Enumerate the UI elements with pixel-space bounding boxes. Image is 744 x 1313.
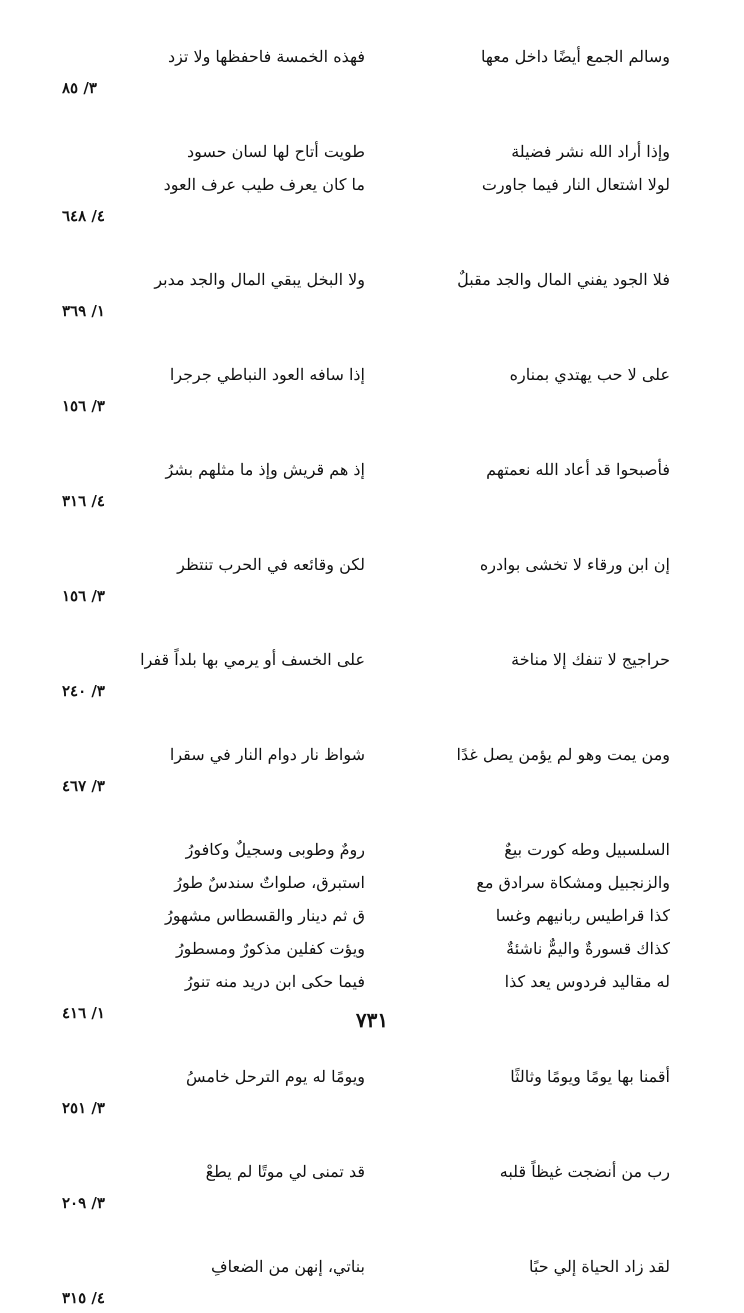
verse-index <box>58 40 670 1313</box>
second-hemistich: إذ هم قريش وإذ ما مثلهم بشرُ <box>165 460 365 479</box>
second-hemistich: إذا سافه العود النباطي جرجرا <box>169 365 365 384</box>
page-reference: ٤/ ٣١٦ <box>62 492 105 510</box>
verse-entry <box>58 1060 670 1155</box>
page-reference: ٣/ ١٥٦ <box>62 397 105 415</box>
first-hemistich: له مقاليد فردوس يعد كذا <box>504 972 670 991</box>
verse-line <box>58 866 670 899</box>
second-hemistich: طويت أتاح لها لسان حسود <box>186 142 365 161</box>
verse-entry <box>58 453 670 548</box>
second-hemistich: ولا البخل يبقي المال والجد مدبر <box>154 270 365 289</box>
second-hemistich: على الخسف أو يرمي بها بلداً قفرا <box>140 650 365 669</box>
first-hemistich: ومن يمت وهو لم يؤمن يصل غدًا <box>456 745 670 764</box>
first-hemistich: حراجيج لا تنفك إلا مناخة <box>511 650 670 669</box>
verse-line <box>58 899 670 932</box>
page-number: ٧٣١ <box>355 1008 389 1032</box>
verse-entry <box>58 263 670 358</box>
page-reference: ١/ ٤١٦ <box>62 1004 105 1022</box>
second-hemistich: ويؤت كفلين مذكورٌ ومسطورُ <box>175 939 365 958</box>
verse-line <box>58 548 670 581</box>
verse-entry <box>58 738 670 833</box>
verse-line <box>58 358 670 391</box>
first-hemistich: رب من أنضجت غيظاً قلبه <box>499 1162 670 1181</box>
verse-line <box>58 1155 670 1188</box>
page-reference: ٣/ ٨٥ <box>62 79 97 97</box>
verse-entry <box>58 643 670 738</box>
second-hemistich: رومٌ وطوبى وسجيلٌ وكافورُ <box>185 840 365 859</box>
first-hemistich: كذا قراطيس ربانيهم وغسا <box>495 906 670 925</box>
verse-line <box>58 40 670 73</box>
first-hemistich: على لا حب يهتدي بمناره <box>509 365 670 384</box>
page-reference: ١/ ٣٦٩ <box>62 302 105 320</box>
second-hemistich: استبرق، صلواتٌ سندسٌ طورُ <box>174 873 365 892</box>
verse-entry <box>58 1250 670 1313</box>
first-hemistich: كذاك قسورةٌ واليمٌّ ناشئةٌ <box>506 939 670 958</box>
verse-entry <box>58 40 670 135</box>
verse-line <box>58 1250 670 1283</box>
verse-line <box>58 263 670 296</box>
page-reference: ٣/ ٤٦٧ <box>62 777 105 795</box>
page-reference: ٣/ ٢٠٩ <box>62 1194 105 1212</box>
verse-line <box>58 1060 670 1093</box>
page-reference: ٤/ ٣١٥ <box>62 1289 105 1307</box>
first-hemistich: السلسبيل وطه كورت بيعٌ <box>504 840 670 859</box>
first-hemistich: أقمنا بها يومًا ويومًا وثالثًا <box>510 1067 670 1086</box>
first-hemistich: لولا اشتعال النار فيما جاورت <box>481 175 670 194</box>
second-hemistich: فيما حكى ابن دريد منه تنورُ <box>184 972 365 991</box>
page-reference: ٣/ ٢٤٠ <box>62 682 105 700</box>
verse-entry <box>58 1155 670 1250</box>
verse-line <box>58 932 670 965</box>
verse-line <box>58 643 670 676</box>
page-reference: ٣/ ١٥٦ <box>62 587 105 605</box>
verse-line <box>58 135 670 168</box>
second-hemistich: ويومًا له يوم الترحل خامسُ <box>185 1067 365 1086</box>
first-hemistich: والزنجبيل ومشكاة سرادق مع <box>476 873 670 892</box>
page-reference: ٤/ ٦٤٨ <box>62 207 105 225</box>
second-hemistich: فهذه الخمسة فاحفظها ولا تزد <box>167 47 365 66</box>
verse-line <box>58 453 670 486</box>
verse-entry <box>58 548 670 643</box>
first-hemistich: فأصبحوا قد أعاد الله نعمتهم <box>486 460 670 479</box>
second-hemistich: لكن وقائعه في الحرب تنتظر <box>177 555 365 574</box>
first-hemistich: فلا الجود يفني المال والجد مقبلٌ <box>457 270 670 289</box>
verse-entry <box>58 358 670 453</box>
first-hemistich: لقد زاد الحياة إلي حبًا <box>529 1257 670 1276</box>
second-hemistich: قد تمنى لي موتًا لم يطعْ <box>205 1162 365 1181</box>
verse-entry <box>58 135 670 263</box>
verse-line <box>58 168 670 201</box>
verse-line <box>58 965 670 998</box>
second-hemistich: بناتي، إنهن من الضعافِ <box>211 1257 365 1276</box>
verse-line <box>58 833 670 866</box>
second-hemistich: شواظ نار دوام النار في سقرا <box>169 745 365 764</box>
second-hemistich: ما كان يعرف طيب عرف العود <box>163 175 365 194</box>
page-reference: ٣/ ٢٥١ <box>62 1099 105 1117</box>
first-hemistich: وسالم الجمع أيضًا داخل معها <box>480 47 670 66</box>
second-hemistich: ق ثم دينار والقسطاس مشهورُ <box>164 906 365 925</box>
first-hemistich: إن ابن ورقاء لا تخشى بوادره <box>479 555 670 574</box>
first-hemistich: وإذا أراد الله نشر فضيلة <box>511 142 670 161</box>
verse-line <box>58 738 670 771</box>
